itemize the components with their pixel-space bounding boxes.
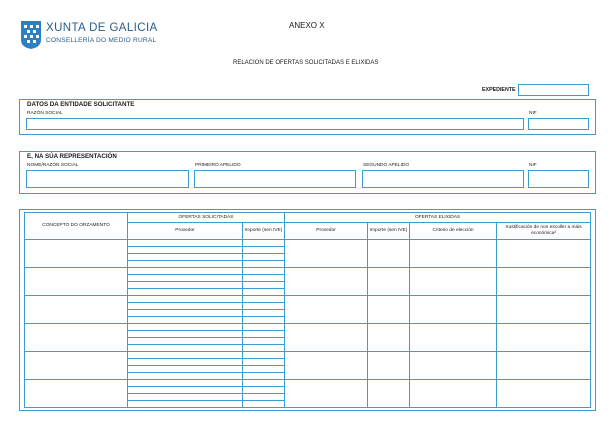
- importe-cell[interactable]: [243, 338, 285, 345]
- criterio-cell[interactable]: [410, 324, 497, 352]
- provedor-elixida-cell[interactable]: [285, 240, 368, 268]
- importe-elixida-cell[interactable]: [368, 380, 410, 408]
- table-row: [25, 240, 591, 247]
- provedor-header: Provedor: [128, 223, 243, 240]
- ofertas-elixidas-header: OFERTAS ELIXIDAS: [285, 213, 591, 223]
- annex-title: ANEXO X: [289, 21, 325, 30]
- provedor-elixida-cell[interactable]: [285, 352, 368, 380]
- importe-cell[interactable]: [243, 247, 285, 254]
- importe-cell[interactable]: [243, 275, 285, 282]
- table-row: [25, 268, 591, 275]
- rep-nif-field[interactable]: [528, 170, 589, 188]
- provedor-cell[interactable]: [128, 282, 243, 289]
- provedor-cell[interactable]: [128, 366, 243, 373]
- concepto-cell[interactable]: [25, 268, 128, 296]
- criterio-cell[interactable]: [410, 240, 497, 268]
- provedor-cell[interactable]: [128, 240, 243, 247]
- concepto-cell[interactable]: [25, 240, 128, 268]
- table-row: [25, 296, 591, 303]
- importe-cell[interactable]: [243, 394, 285, 401]
- document-title: RELACION DE OFERTAS SOLICITADAS E ELIXIDAS: [233, 60, 379, 66]
- provedor-cell[interactable]: [128, 261, 243, 268]
- importe-cell[interactable]: [243, 303, 285, 310]
- provedor-cell[interactable]: [128, 394, 243, 401]
- concepto-cell[interactable]: [25, 324, 128, 352]
- concepto-cell[interactable]: [25, 380, 128, 408]
- expediente-label: EXPEDIENTE: [482, 87, 516, 93]
- xustificacion-cell[interactable]: [497, 268, 591, 296]
- razon-social-field[interactable]: [26, 118, 524, 130]
- importe-cell[interactable]: [243, 373, 285, 380]
- importe-cell[interactable]: [243, 401, 285, 408]
- criterio-cell[interactable]: [410, 296, 497, 324]
- ofertas-solicitadas-header: OFERTAS SOLICITADAS: [128, 213, 285, 223]
- segundo-apelido-field[interactable]: [362, 170, 524, 188]
- criterio-header: Criterio de elección: [410, 223, 497, 240]
- importe-cell[interactable]: [243, 240, 285, 247]
- provedor-elixida-cell[interactable]: [285, 324, 368, 352]
- xustificacion-cell[interactable]: [497, 296, 591, 324]
- importe-cell[interactable]: [243, 359, 285, 366]
- table-row: [25, 352, 591, 359]
- concepto-header: CONCEPTO DO ORZAMENTO: [25, 213, 128, 240]
- provedor-elixida-header: Provedor: [285, 223, 368, 240]
- importe-elixida-cell[interactable]: [368, 352, 410, 380]
- importe-cell[interactable]: [243, 317, 285, 324]
- provedor-cell[interactable]: [128, 310, 243, 317]
- org-title: XUNTA DE GALICIA: [46, 22, 158, 34]
- entidade-title: DATOS DA ENTIDADE SOLICITANTE: [27, 101, 135, 108]
- importe-cell[interactable]: [243, 268, 285, 275]
- xustificacion-cell[interactable]: [497, 380, 591, 408]
- importe-cell[interactable]: [243, 331, 285, 338]
- importe-elixida-header: Importe (sen IVE): [368, 223, 410, 240]
- org-subtitle: CONSELLERÍA DO MEDIO RURAL: [46, 37, 157, 44]
- ofertas-table: [24, 212, 591, 408]
- importe-elixida-cell[interactable]: [368, 296, 410, 324]
- xunta-emblem-icon: [20, 20, 42, 50]
- provedor-cell[interactable]: [128, 345, 243, 352]
- concepto-cell[interactable]: [25, 296, 128, 324]
- importe-elixida-cell[interactable]: [368, 240, 410, 268]
- criterio-cell[interactable]: [410, 380, 497, 408]
- provedor-cell[interactable]: [128, 338, 243, 345]
- importe-cell[interactable]: [243, 261, 285, 268]
- importe-cell[interactable]: [243, 296, 285, 303]
- rep-nif-label: NIF: [529, 163, 537, 168]
- xustificacion-header: Xustificación de non escoller a máis económica²: [497, 223, 591, 240]
- importe-cell[interactable]: [243, 289, 285, 296]
- provedor-cell[interactable]: [128, 352, 243, 359]
- nome-field[interactable]: [26, 170, 189, 188]
- importe-cell[interactable]: [243, 324, 285, 331]
- provedor-cell[interactable]: [128, 254, 243, 261]
- xustificacion-cell[interactable]: [497, 324, 591, 352]
- nome-label: NOME/RAZÓN SOCIAL: [27, 163, 79, 168]
- xustificacion-cell[interactable]: [497, 352, 591, 380]
- razon-social-label: RAZÓN SOCIAL: [27, 111, 63, 116]
- importe-cell[interactable]: [243, 254, 285, 261]
- provedor-cell[interactable]: [128, 401, 243, 408]
- criterio-cell[interactable]: [410, 352, 497, 380]
- primeiro-apelido-label: PRIMEIRO APELIDO: [195, 163, 241, 168]
- table-row: [25, 380, 591, 387]
- expediente-field[interactable]: [518, 84, 589, 96]
- criterio-cell[interactable]: [410, 268, 497, 296]
- provedor-cell[interactable]: [128, 303, 243, 310]
- primeiro-apelido-field[interactable]: [194, 170, 356, 188]
- representacion-title: E, NA SÚA REPRESENTACIÓN: [27, 153, 117, 160]
- importe-cell[interactable]: [243, 352, 285, 359]
- provedor-elixida-cell[interactable]: [285, 380, 368, 408]
- provedor-elixida-cell[interactable]: [285, 268, 368, 296]
- nif-label: NIF: [529, 111, 537, 116]
- provedor-cell[interactable]: [128, 380, 243, 387]
- nif-field[interactable]: [528, 118, 589, 130]
- table-row: [25, 324, 591, 331]
- importe-elixida-cell[interactable]: [368, 324, 410, 352]
- importe-cell[interactable]: [243, 345, 285, 352]
- provedor-cell[interactable]: [128, 387, 243, 394]
- provedor-cell[interactable]: [128, 247, 243, 254]
- provedor-cell[interactable]: [128, 331, 243, 338]
- importe-header: Importe (sen IVE): [243, 223, 285, 240]
- segundo-apelido-label: SEGUNDO APELIDO: [363, 163, 410, 168]
- importe-cell[interactable]: [243, 310, 285, 317]
- provedor-cell[interactable]: [128, 268, 243, 275]
- importe-cell[interactable]: [243, 282, 285, 289]
- provedor-cell[interactable]: [128, 359, 243, 366]
- provedor-elixida-cell[interactable]: [285, 296, 368, 324]
- provedor-cell[interactable]: [128, 324, 243, 331]
- importe-cell[interactable]: [243, 366, 285, 373]
- provedor-cell[interactable]: [128, 373, 243, 380]
- importe-cell[interactable]: [243, 380, 285, 387]
- provedor-cell[interactable]: [128, 296, 243, 303]
- provedor-cell[interactable]: [128, 289, 243, 296]
- importe-elixida-cell[interactable]: [368, 268, 410, 296]
- provedor-cell[interactable]: [128, 317, 243, 324]
- concepto-cell[interactable]: [25, 352, 128, 380]
- xustificacion-cell[interactable]: [497, 240, 591, 268]
- importe-cell[interactable]: [243, 387, 285, 394]
- provedor-cell[interactable]: [128, 275, 243, 282]
